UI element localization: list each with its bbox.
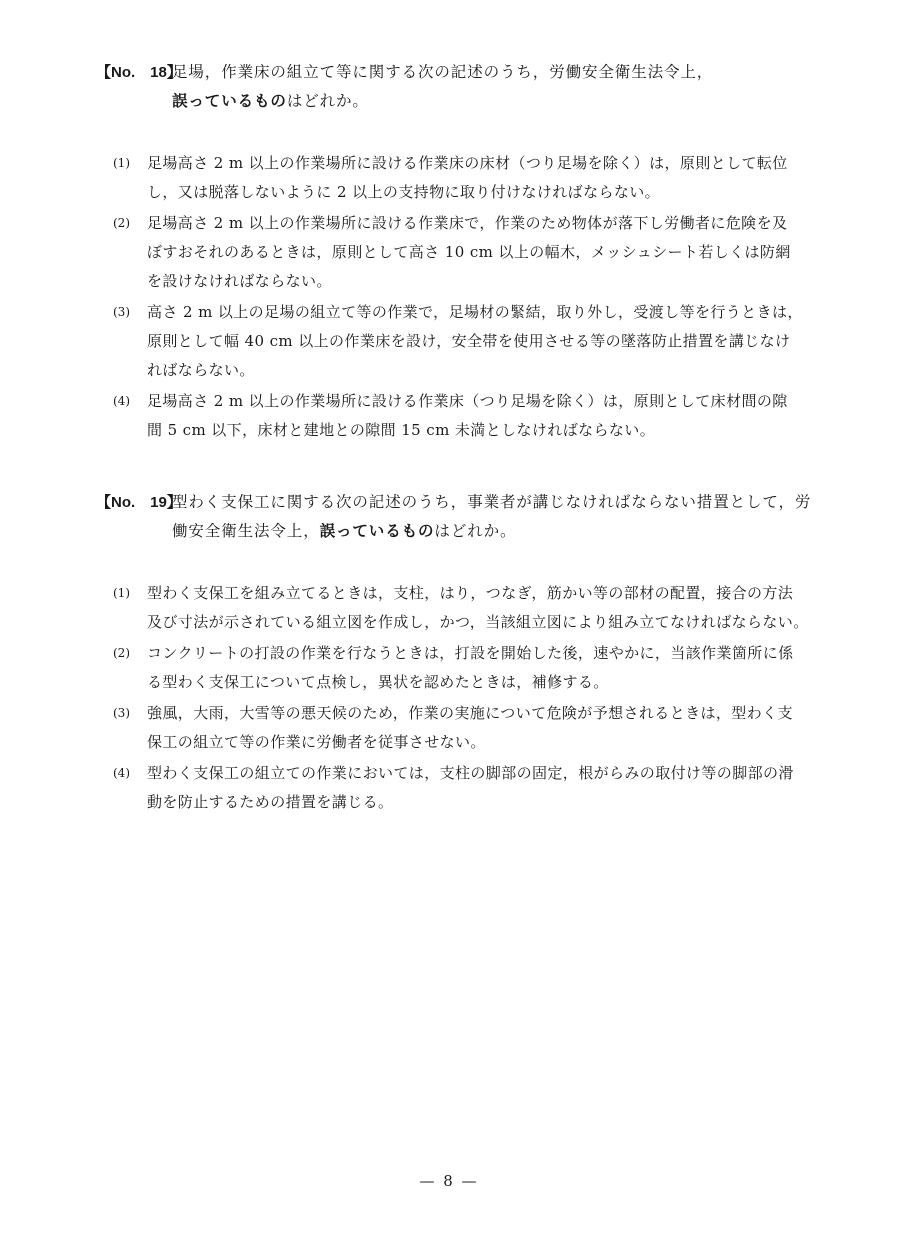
option-item: (1) 型わく支保工を組み立てるときは，支柱，はり，つなぎ，筋かい等の部材の配置，接合の方法 及び寸法が示されている組立図を作成し，かつ，当該組立図により組み立てなければならない。	[96, 579, 816, 637]
emphasis-text: 誤っているもの	[172, 92, 287, 110]
question-stem	[96, 58, 816, 116]
option-number: (4)	[113, 766, 130, 780]
option-item: (2) コンクリートの打設の作業を行なうときは，打設を開始した後，速やかに，当該作業箇所に係 る型わく支保工について点検し，異状を認めたときは，補修する。	[96, 639, 816, 697]
option-number: (2)	[113, 646, 130, 660]
option-number: (1)	[113, 586, 130, 600]
option-number: (2)	[113, 216, 130, 230]
option-item: (4) 型わく支保工の組立ての作業においては，支柱の脚部の固定，根がらみの取付け等の脚部の滑 動を防止するための措置を講じる。	[96, 759, 816, 817]
option-item: (1) 足場高さ 2 m 以上の作業場所に設ける作業床の床材（つり足場を除く）は，原則として転位 し，又は脱落しないように 2 以上の支持物に取り付けなければならない。	[96, 149, 816, 207]
option-item: (2) 足場高さ 2 m 以上の作業場所に設ける作業床で，作業のため物体が落下し労働者に危険を及 ぼすおそれのあるときは，原則として高さ 10 cm 以上の幅木，メッシュシート若しくは防網 を設けなければならない。	[96, 209, 816, 296]
question-number: 【No. 19】	[96, 494, 182, 511]
option-number: (1)	[113, 156, 130, 170]
option-item: (3) 高さ 2 m 以上の足場の組立て等の作業で，足場材の緊結，取り外し，受渡し等を行うときは， 原則として幅 40 cm 以上の作業床を設け，安全帯を使用させる等の墜落防止措置を講じなけ ればならない。	[96, 298, 816, 385]
option-item: (3) 強風，大雨，大雪等の悪天候のため，作業の実施について危険が予想されるときは，型わく支 保工の組立て等の作業に労働者を従事させない。	[96, 699, 816, 757]
question-18	[96, 58, 816, 461]
option-list	[96, 149, 816, 445]
question-stem-line: 足場，作業床の組立て等に関する次の記述のうち，労働安全衛生法令上，	[172, 63, 714, 81]
question-number: 【No. 18】	[96, 64, 182, 81]
question-stem-line: 働安全衛生法令上，誤っているものはどれか。	[172, 522, 517, 540]
question-stem	[96, 488, 816, 546]
emphasis-text: 誤っているもの	[319, 522, 435, 540]
option-list	[96, 579, 816, 817]
option-number: (3)	[113, 305, 130, 319]
question-stem-line: 誤っているものはどれか。	[172, 92, 369, 110]
option-number: (3)	[113, 706, 130, 720]
question-stem-line: 型わく支保工に関する次の記述のうち，事業者が講じなければならない措置として，労	[172, 493, 812, 511]
option-number: (4)	[113, 394, 130, 408]
page-number: — 8 —	[419, 1172, 479, 1190]
question-19	[96, 488, 816, 833]
option-item: (4) 足場高さ 2 m 以上の作業場所に設ける作業床（つり足場を除く）は，原則として床材間の隙 間 5 cm 以下，床材と建地との隙間 15 cm 未満としなければならない。	[96, 387, 816, 445]
